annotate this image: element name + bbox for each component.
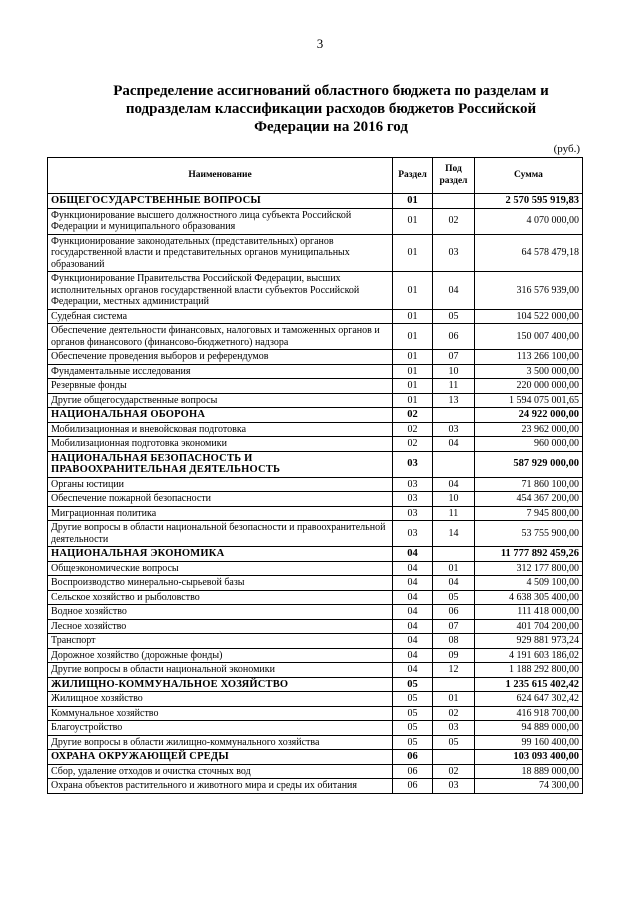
- row-sum-cell: 416 918 700,00: [475, 706, 583, 721]
- row-subsection-cell: 09: [433, 648, 475, 663]
- row-section-cell: 05: [393, 692, 433, 707]
- row-name-cell: Другие вопросы в области жилищно-коммунального хозяйства: [48, 735, 393, 750]
- table-row: [48, 721, 583, 736]
- row-subsection-cell: 04: [433, 437, 475, 452]
- title-line-1: Распределение ассигнований областного бюджета по разделам и: [113, 83, 549, 99]
- table-row: [48, 309, 583, 324]
- row-section-cell: 04: [393, 561, 433, 576]
- row-sum-cell: 24 922 000,00: [475, 408, 583, 423]
- row-section-cell: 05: [393, 677, 433, 692]
- table-row: [48, 663, 583, 678]
- row-sum-cell: 4 070 000,00: [475, 208, 583, 234]
- row-section-cell: 01: [393, 364, 433, 379]
- row-name-cell: НАЦИОНАЛЬНАЯ ОБОРОНА: [48, 408, 393, 423]
- row-section-cell: 02: [393, 437, 433, 452]
- table-row: [48, 492, 583, 507]
- row-subsection-cell: 12: [433, 663, 475, 678]
- header-name: Наименование: [48, 158, 393, 194]
- row-sum-cell: 960 000,00: [475, 437, 583, 452]
- row-name-cell: Обеспечение пожарной безопасности: [48, 492, 393, 507]
- row-subsection-cell: 10: [433, 364, 475, 379]
- row-section-cell: 04: [393, 576, 433, 591]
- row-section-cell: 04: [393, 590, 433, 605]
- row-section-cell: 03: [393, 506, 433, 521]
- row-name-cell: Обеспечение проведения выборов и референдумов: [48, 350, 393, 365]
- row-section-cell: 04: [393, 648, 433, 663]
- row-sum-cell: 4 191 603 186,02: [475, 648, 583, 663]
- row-subsection-cell: 13: [433, 393, 475, 408]
- table-section-row: [48, 677, 583, 692]
- table-row: [48, 764, 583, 779]
- row-name-cell: Обеспечение деятельности финансовых, налоговых и таможенных органов и органов финансового (финансово-бюджетного) надзора: [48, 324, 393, 350]
- row-sum-cell: 18 889 000,00: [475, 764, 583, 779]
- table-row: [48, 324, 583, 350]
- row-subsection-cell: 07: [433, 619, 475, 634]
- row-subsection-cell: 03: [433, 721, 475, 736]
- row-name-cell: Органы юстиции: [48, 477, 393, 492]
- row-sum-cell: 64 578 479,18: [475, 234, 583, 272]
- row-sum-cell: 53 755 900,00: [475, 521, 583, 547]
- row-section-cell: 03: [393, 451, 433, 477]
- row-section-cell: 01: [393, 350, 433, 365]
- row-subsection-cell: 01: [433, 561, 475, 576]
- row-section-cell: 05: [393, 735, 433, 750]
- row-sum-cell: 74 300,00: [475, 779, 583, 794]
- row-section-cell: 05: [393, 706, 433, 721]
- row-subsection-cell: 14: [433, 521, 475, 547]
- row-sum-cell: 587 929 000,00: [475, 451, 583, 477]
- row-sum-cell: 71 860 100,00: [475, 477, 583, 492]
- header-subsection: Под раздел: [433, 158, 475, 194]
- row-subsection-cell: 02: [433, 208, 475, 234]
- row-section-cell: 05: [393, 721, 433, 736]
- document-title: [100, 82, 562, 136]
- row-name-cell: Лесное хозяйство: [48, 619, 393, 634]
- row-subsection-cell: 03: [433, 234, 475, 272]
- row-sum-cell: 113 266 100,00: [475, 350, 583, 365]
- row-section-cell: 04: [393, 605, 433, 620]
- row-sum-cell: 23 962 000,00: [475, 422, 583, 437]
- table-row: [48, 506, 583, 521]
- row-name-cell: Другие общегосударственные вопросы: [48, 393, 393, 408]
- row-name-cell: Другие вопросы в области национальной экономики: [48, 663, 393, 678]
- row-name-cell: Другие вопросы в области национальной безопасности и правоохранительной деятельности: [48, 521, 393, 547]
- row-name-cell: Водное хозяйство: [48, 605, 393, 620]
- row-subsection-cell: 03: [433, 422, 475, 437]
- row-sum-cell: 104 522 000,00: [475, 309, 583, 324]
- row-subsection-cell: [433, 547, 475, 562]
- row-sum-cell: 624 647 302,42: [475, 692, 583, 707]
- row-subsection-cell: 05: [433, 735, 475, 750]
- row-name-cell: Воспроизводство минерально-сырьевой базы: [48, 576, 393, 591]
- currency-unit-note: (руб.): [553, 143, 580, 155]
- table-row: [48, 561, 583, 576]
- row-subsection-cell: 08: [433, 634, 475, 649]
- row-sum-cell: 7 945 800,00: [475, 506, 583, 521]
- row-section-cell: 03: [393, 477, 433, 492]
- row-subsection-cell: 06: [433, 605, 475, 620]
- table-row: [48, 521, 583, 547]
- row-name-cell: Сбор, удаление отходов и очистка сточных вод: [48, 764, 393, 779]
- row-name-cell: Мобилизационная и вневойсковая подготовка: [48, 422, 393, 437]
- row-section-cell: 06: [393, 764, 433, 779]
- table-section-row: [48, 451, 583, 477]
- row-subsection-cell: 05: [433, 309, 475, 324]
- row-subsection-cell: [433, 750, 475, 765]
- budget-allocation-table: [47, 157, 583, 794]
- row-name-cell: ОХРАНА ОКРУЖАЮЩЕЙ СРЕДЫ: [48, 750, 393, 765]
- row-sum-cell: 103 093 400,00: [475, 750, 583, 765]
- row-subsection-cell: 07: [433, 350, 475, 365]
- row-name-cell: ОБЩЕГОСУДАРСТВЕННЫЕ ВОПРОСЫ: [48, 194, 393, 209]
- table-row: [48, 208, 583, 234]
- row-subsection-cell: 04: [433, 477, 475, 492]
- table-section-row: [48, 750, 583, 765]
- row-sum-cell: 316 576 939,00: [475, 272, 583, 310]
- row-subsection-cell: [433, 194, 475, 209]
- row-section-cell: 04: [393, 634, 433, 649]
- row-name-cell: Судебная система: [48, 309, 393, 324]
- row-section-cell: 01: [393, 208, 433, 234]
- table-row: [48, 272, 583, 310]
- row-name-cell: Резервные фонды: [48, 379, 393, 394]
- row-subsection-cell: 11: [433, 379, 475, 394]
- row-subsection-cell: [433, 677, 475, 692]
- table-section-row: [48, 408, 583, 423]
- row-sum-cell: 4 509 100,00: [475, 576, 583, 591]
- table-row: [48, 422, 583, 437]
- row-name-cell: Транспорт: [48, 634, 393, 649]
- row-sum-cell: 312 177 800,00: [475, 561, 583, 576]
- row-section-cell: 03: [393, 521, 433, 547]
- row-section-cell: 01: [393, 379, 433, 394]
- row-name-cell: Благоустройство: [48, 721, 393, 736]
- row-name-cell: Мобилизационная подготовка экономики: [48, 437, 393, 452]
- row-name-cell: НАЦИОНАЛЬНАЯ ЭКОНОМИКА: [48, 547, 393, 562]
- row-section-cell: 01: [393, 234, 433, 272]
- row-section-cell: 03: [393, 492, 433, 507]
- row-name-cell: Охрана объектов растительного и животного мира и среды их обитания: [48, 779, 393, 794]
- row-subsection-cell: 03: [433, 779, 475, 794]
- table-row: [48, 634, 583, 649]
- header-section: Раздел: [393, 158, 433, 194]
- table-body: [48, 194, 583, 794]
- row-sum-cell: 111 418 000,00: [475, 605, 583, 620]
- table-row: [48, 350, 583, 365]
- table-row: [48, 735, 583, 750]
- table-row: [48, 779, 583, 794]
- table-row: [48, 576, 583, 591]
- table-header-row: [48, 158, 583, 194]
- row-section-cell: 04: [393, 663, 433, 678]
- row-sum-cell: 401 704 200,00: [475, 619, 583, 634]
- row-name-cell: Сельское хозяйство и рыболовство: [48, 590, 393, 605]
- row-name-cell: Миграционная политика: [48, 506, 393, 521]
- table-row: [48, 605, 583, 620]
- row-sum-cell: 220 000 000,00: [475, 379, 583, 394]
- row-sum-cell: 11 777 892 459,26: [475, 547, 583, 562]
- table-row: [48, 437, 583, 452]
- row-section-cell: 01: [393, 393, 433, 408]
- row-section-cell: 02: [393, 408, 433, 423]
- table-row: [48, 364, 583, 379]
- table-row: [48, 692, 583, 707]
- row-name-cell: Общеэкономические вопросы: [48, 561, 393, 576]
- table-row: [48, 234, 583, 272]
- row-name-cell: Функционирование законодательных (представительных) органов государственной власти и представительных органов муниципальных образований: [48, 234, 393, 272]
- table-row: [48, 379, 583, 394]
- row-subsection-cell: [433, 451, 475, 477]
- row-sum-cell: 99 160 400,00: [475, 735, 583, 750]
- row-sum-cell: 150 007 400,00: [475, 324, 583, 350]
- row-sum-cell: 2 570 595 919,83: [475, 194, 583, 209]
- row-subsection-cell: 10: [433, 492, 475, 507]
- table-row: [48, 590, 583, 605]
- row-name-cell: НАЦИОНАЛЬНАЯ БЕЗОПАСНОСТЬ И ПРАВООХРАНИТЕЛЬНАЯ ДЕЯТЕЛЬНОСТЬ: [48, 451, 393, 477]
- row-section-cell: 04: [393, 619, 433, 634]
- row-section-cell: 04: [393, 547, 433, 562]
- row-subsection-cell: 01: [433, 692, 475, 707]
- row-name-cell: Функционирование высшего должностного лица субъекта Российской Федерации и муниципального образования: [48, 208, 393, 234]
- row-sum-cell: 1 188 292 800,00: [475, 663, 583, 678]
- row-section-cell: 01: [393, 309, 433, 324]
- row-subsection-cell: [433, 408, 475, 423]
- table-row: [48, 477, 583, 492]
- table-row: [48, 648, 583, 663]
- table-row: [48, 706, 583, 721]
- row-section-cell: 01: [393, 272, 433, 310]
- row-name-cell: Жилищное хозяйство: [48, 692, 393, 707]
- row-subsection-cell: 02: [433, 764, 475, 779]
- row-sum-cell: 3 500 000,00: [475, 364, 583, 379]
- row-sum-cell: 454 367 200,00: [475, 492, 583, 507]
- row-sum-cell: 94 889 000,00: [475, 721, 583, 736]
- row-subsection-cell: 04: [433, 272, 475, 310]
- row-section-cell: 02: [393, 422, 433, 437]
- title-line-2: подразделам классификации расходов бюджетов Российской: [125, 101, 537, 117]
- row-sum-cell: 1 235 615 402,42: [475, 677, 583, 692]
- row-sum-cell: 1 594 075 001,65: [475, 393, 583, 408]
- row-section-cell: 06: [393, 750, 433, 765]
- row-name-cell: Фундаментальные исследования: [48, 364, 393, 379]
- row-subsection-cell: 06: [433, 324, 475, 350]
- row-name-cell: ЖИЛИЩНО-КОММУНАЛЬНОЕ ХОЗЯЙСТВО: [48, 677, 393, 692]
- row-sum-cell: 929 881 973,24: [475, 634, 583, 649]
- table-row: [48, 393, 583, 408]
- table-section-row: [48, 194, 583, 209]
- row-section-cell: 06: [393, 779, 433, 794]
- row-subsection-cell: 02: [433, 706, 475, 721]
- row-section-cell: 01: [393, 194, 433, 209]
- row-subsection-cell: 05: [433, 590, 475, 605]
- table-section-row: [48, 547, 583, 562]
- row-sum-cell: 4 638 305 400,00: [475, 590, 583, 605]
- row-subsection-cell: 04: [433, 576, 475, 591]
- header-sum: Сумма: [475, 158, 583, 194]
- row-name-cell: Коммунальное хозяйство: [48, 706, 393, 721]
- row-subsection-cell: 11: [433, 506, 475, 521]
- page-number: 3: [316, 36, 324, 51]
- row-name-cell: Функционирование Правительства Российской Федерации, высших исполнительных органов государственной власти субъектов Российской Федерации, местных администраций: [48, 272, 393, 310]
- table-row: [48, 619, 583, 634]
- row-name-cell: Дорожное хозяйство (дорожные фонды): [48, 648, 393, 663]
- row-section-cell: 01: [393, 324, 433, 350]
- title-line-3: Федерации на 2016 год: [254, 119, 408, 135]
